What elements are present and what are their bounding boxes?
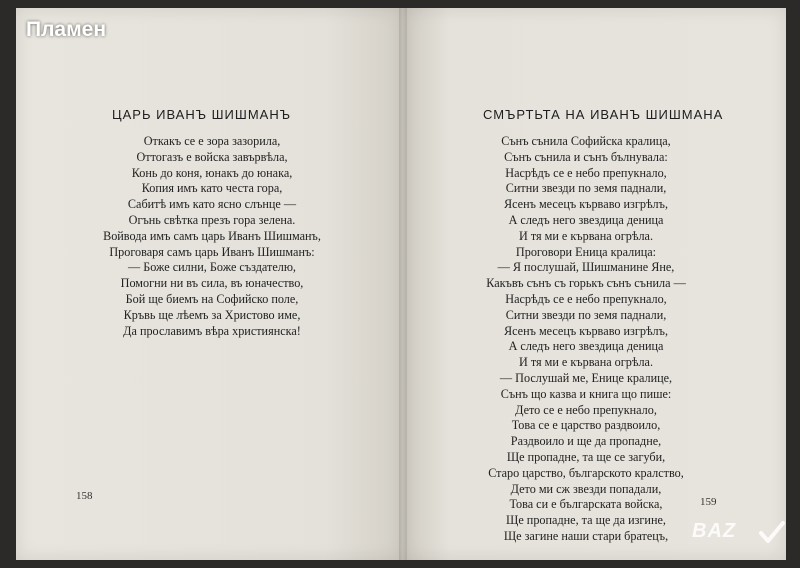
right-poem bbox=[475, 134, 697, 545]
right-page-number: 159 bbox=[700, 496, 717, 508]
right-poem-line: Ясенъ месецъ кървaво изгрѣлъ, bbox=[503, 197, 668, 212]
right-poem-line: Това се е царство раздвоило, bbox=[511, 418, 661, 433]
right-poem-line: Сънъ сънила и сънъ бълнувала: bbox=[504, 149, 668, 164]
left-poem-line: Откакъ се е зора зазорила, bbox=[143, 134, 281, 148]
right-poem-line: Проговори Еница кралица: bbox=[515, 244, 657, 259]
left-poem-line: Копия имъ като честа гора, bbox=[141, 181, 283, 196]
right-poem-line: Сънъ що казва и книга що пише: bbox=[500, 386, 672, 401]
left-poem-line: Помогни ни въ сила, въ юначество, bbox=[120, 276, 304, 291]
left-poem-line: — Боже силни, Боже създателю, bbox=[128, 260, 296, 275]
right-poem-line: Дето ми сж звезди попадали, bbox=[510, 481, 662, 496]
right-poem-line: Това си е българската войска, bbox=[509, 497, 663, 512]
right-poem-line: Ще пропадне, та ще се загуби, bbox=[506, 449, 666, 464]
right-poem-line: Насрѣдъ се е небо препукнало, bbox=[505, 165, 667, 180]
left-poem-line: Проговаря самъ царь Иванъ Шишманъ: bbox=[109, 244, 315, 259]
left-poem-line: Кръвь ще лѣемъ за Христово име, bbox=[123, 307, 301, 322]
right-poem-line: Ще пропадне, та ще да изгине, bbox=[506, 513, 666, 528]
left-poem-line: Оттогазъ е войска завървѣла, bbox=[136, 149, 288, 164]
right-poem-line: Ситни звезди по земя паднали, bbox=[505, 307, 667, 322]
book-spine bbox=[399, 8, 407, 560]
right-page-title: СМЪРТЬТА НА ИВАНЪ ШИШМАНА bbox=[483, 107, 724, 122]
right-poem-line: И тя ми е кървана огрѣла. bbox=[518, 228, 654, 243]
right-poem-line: Ще загине наши стари братецъ, bbox=[503, 528, 669, 543]
left-page-title: ЦАРЬ ИВАНЪ ШИШМАНЪ bbox=[112, 107, 291, 122]
left-poem-line: Сабитѣ имъ като ясно слънце — bbox=[127, 197, 297, 212]
left-poem bbox=[92, 134, 332, 339]
right-poem-line: Старо царство, българското кралство, bbox=[488, 465, 684, 480]
left-poem-line: Огънь свѣтка презъ гора зелена. bbox=[128, 212, 296, 227]
seller-watermark: Пламен bbox=[26, 18, 107, 41]
right-poem-line: Дето се е небо препукнало, bbox=[515, 402, 657, 417]
left-poem-line: Конь до коня, юнакъ до юнака, bbox=[131, 165, 293, 180]
right-poem-line: — Я послушай, Шишманине Яне, bbox=[497, 260, 675, 275]
right-poem-line: Сънъ сънила Софийска кралица, bbox=[501, 134, 671, 148]
right-poem-line: Ситни звезди по земя паднали, bbox=[505, 181, 667, 196]
right-poem-line: И тя ми е кървана огрѣла. bbox=[518, 355, 654, 370]
right-poem-line: Насрѣдъ се е небо препукнало, bbox=[505, 291, 667, 306]
left-poem-line: Войвода имъ самъ царь Иванъ Шишманъ, bbox=[103, 228, 321, 243]
left-poem-line: Бой ще биемъ на Софийско поле, bbox=[125, 291, 299, 306]
right-poem-line: А следъ него звездица деница bbox=[508, 212, 664, 227]
right-poem-line: А следъ него звездица деница bbox=[508, 339, 664, 354]
right-poem-line: Ясенъ месецъ кървaво изгрѣлъ, bbox=[503, 323, 668, 338]
bazar-logo-icon bbox=[757, 518, 787, 548]
right-poem-line: Раздвоило и ще да пропадне, bbox=[510, 434, 662, 449]
left-poem-line: Да прославимъ вѣра християнска! bbox=[123, 323, 301, 338]
bazar-logo-text: BAZ bbox=[692, 520, 737, 542]
right-poem-line: Какъвъ сънъ съ горькъ сънъ сънила — bbox=[486, 276, 686, 291]
right-poem-line: — Послушай ме, Енице кралице, bbox=[499, 370, 673, 385]
left-page-number: 158 bbox=[76, 490, 93, 502]
